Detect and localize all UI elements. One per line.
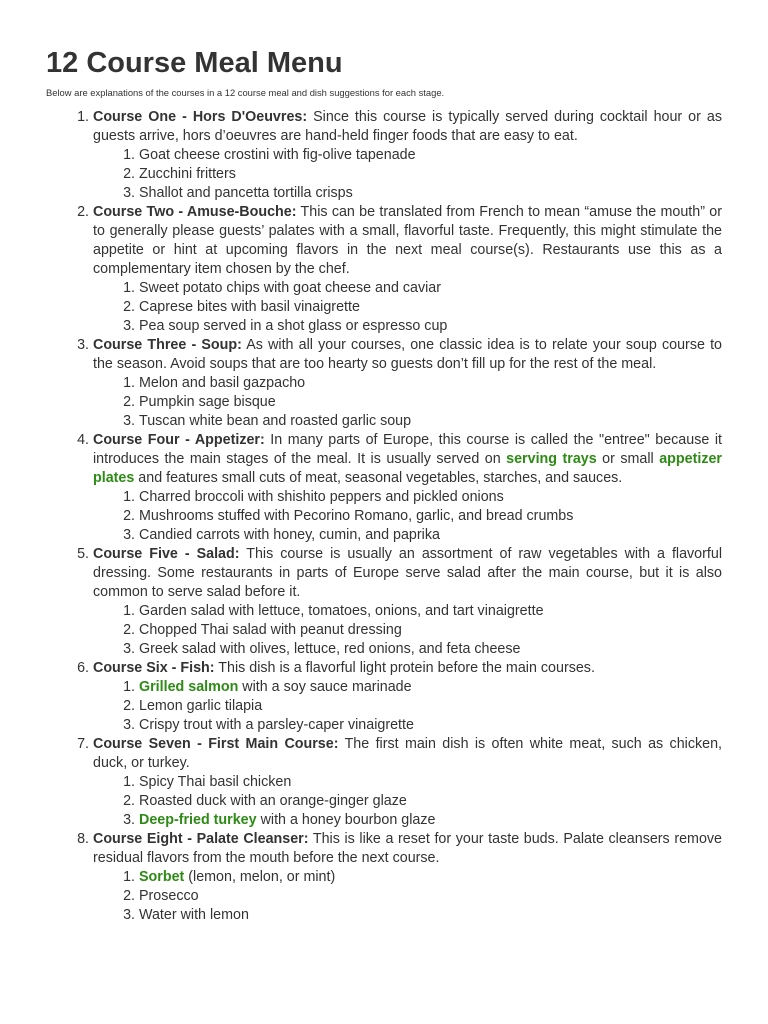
appetizer-plates-link[interactable]: appetizer plates <box>93 451 722 486</box>
dish-item: 2. Zucchini fritters <box>139 165 722 184</box>
dish-item: 1. Goat cheese crostini with fig-olive tapenade <box>139 146 722 165</box>
grilled-salmon-link[interactable]: Grilled salmon <box>139 679 239 695</box>
course-description <box>93 336 722 374</box>
dish-list <box>93 488 722 545</box>
course-desc: This can be translated from French to mean “amuse the mouth” or to generally please guests’ palates with a small, flavorful taste. Frequently, this might stimulate the appetite or hint at upcoming flavors in the next meal course(s). Restaurants use this as a complementary item chosen by the chef. <box>93 204 722 277</box>
dish-list <box>93 773 722 830</box>
dish-item: 2. Roasted duck with an orange-ginger glaze <box>139 792 722 811</box>
dish-item: 2. Chopped Thai salad with peanut dressing <box>139 621 722 640</box>
course-desc: and features small cuts of meat, seasonal vegetables, starches, and sauces. <box>134 470 623 486</box>
course-title: Course Five - Salad: <box>93 546 240 562</box>
course-item <box>93 336 722 431</box>
dish-item: 1. Charred broccoli with shishito peppers and pickled onions <box>139 488 722 507</box>
dish-item: 1. Garden salad with lettuce, tomatoes, onions, and tart vinaigrette <box>139 602 722 621</box>
serving-trays-link[interactable]: serving trays <box>506 451 597 467</box>
course-desc: The first main dish is often white meat, such as chicken, duck, or turkey. <box>93 736 722 771</box>
course-item <box>93 203 722 336</box>
dish-item: 3. Pea soup served in a shot glass or espresso cup <box>139 317 722 336</box>
dish-item: 3. Candied carrots with honey, cumin, and paprika <box>139 526 722 545</box>
page-title: 12 Course Meal Menu <box>46 47 343 79</box>
course-item <box>93 545 722 659</box>
course-title: Course Eight - Palate Cleanser: <box>93 831 309 847</box>
course-title: Course Two - Amuse-Bouche: <box>93 204 297 220</box>
course-description <box>93 659 722 678</box>
dish-list <box>93 602 722 659</box>
dish-item: 3. Greek salad with olives, lettuce, red onions, and feta cheese <box>139 640 722 659</box>
course-item <box>93 735 722 830</box>
course-title: Course Three - Soup: <box>93 337 242 353</box>
dish-item: 1. Sweet potato chips with goat cheese and caviar <box>139 279 722 298</box>
course-title: Course Six - Fish: <box>93 660 215 676</box>
dish-text: with a honey bourbon glaze <box>256 812 436 828</box>
dish-list <box>93 279 722 336</box>
dish-item: 3. Crispy trout with a parsley-caper vinaigrette <box>139 716 722 735</box>
course-description <box>93 108 722 146</box>
course-desc: This dish is a flavorful light protein before the main courses. <box>214 660 595 676</box>
course-desc: or small <box>596 451 660 467</box>
dish-list <box>93 374 722 431</box>
dish-list <box>93 146 722 203</box>
dish-item <box>139 811 722 830</box>
course-desc: This course is usually an assortment of raw vegetables with a flavorful dressing. Some restaurants in parts of Europe serve salad after the main course, but it is also common to serve salad before it. <box>93 546 722 600</box>
dish-item <box>139 678 722 697</box>
course-description <box>93 830 722 868</box>
course-title: Course Seven - First Main Course: <box>93 736 339 752</box>
dish-item: 2. Pumpkin sage bisque <box>139 393 722 412</box>
page-subtitle: Below are explanations of the courses in a 12 course meal and dish suggestions for each stage. <box>46 87 445 98</box>
course-description <box>93 203 722 279</box>
dish-item: 2. Prosecco <box>139 887 722 906</box>
dish-item: 3. Shallot and pancetta tortilla crisps <box>139 184 722 203</box>
dish-item: 3. Water with lemon <box>139 906 722 925</box>
course-item <box>93 431 722 545</box>
sorbet-link[interactable]: Sorbet <box>139 869 185 885</box>
course-item <box>93 108 722 203</box>
dish-item: 2. Mushrooms stuffed with Pecorino Romano, garlic, and bread crumbs <box>139 507 722 526</box>
dish-item: 3. Tuscan white bean and roasted garlic soup <box>139 412 722 431</box>
course-description <box>93 431 722 488</box>
course-title: Course Four - Appetizer: <box>93 432 265 448</box>
course-desc: This is like a reset for your taste buds. Palate cleansers remove residual flavors from the mouth before the next course. <box>93 831 722 866</box>
course-title: Course One - Hors D'Oeuvres: <box>93 109 308 125</box>
dish-item: 1. Spicy Thai basil chicken <box>139 773 722 792</box>
course-desc: In many parts of Europe, this course is called the "entree" because it introduces the main stages of the meal. It is usually served on <box>93 432 722 467</box>
course-item <box>93 659 722 735</box>
dish-item: 2. Caprese bites with basil vinaigrette <box>139 298 722 317</box>
course-desc: As with all your courses, one classic idea is to relate your soup course to the season. Avoid soups that are too hearty so guests don’t fill up for the rest of the meal. <box>93 337 722 372</box>
dish-item: 1. Melon and basil gazpacho <box>139 374 722 393</box>
dish-item: 2. Lemon garlic tilapia <box>139 697 722 716</box>
dish-text: (lemon, melon, or mint) <box>184 869 336 885</box>
dish-text: with a soy sauce marinade <box>238 679 412 695</box>
course-list <box>46 108 722 925</box>
dish-list <box>93 868 722 925</box>
course-description <box>93 545 722 602</box>
course-description <box>93 735 722 773</box>
course-desc: Since this course is typically served during cocktail hour or as guests arrive, hors d’oeuvres are hand-held finger foods that are easy to eat. <box>93 109 723 144</box>
deep-fried-turkey-link[interactable]: Deep-fried turkey <box>139 812 257 828</box>
course-item <box>93 830 722 925</box>
dish-item <box>139 868 722 887</box>
dish-list <box>93 678 722 735</box>
